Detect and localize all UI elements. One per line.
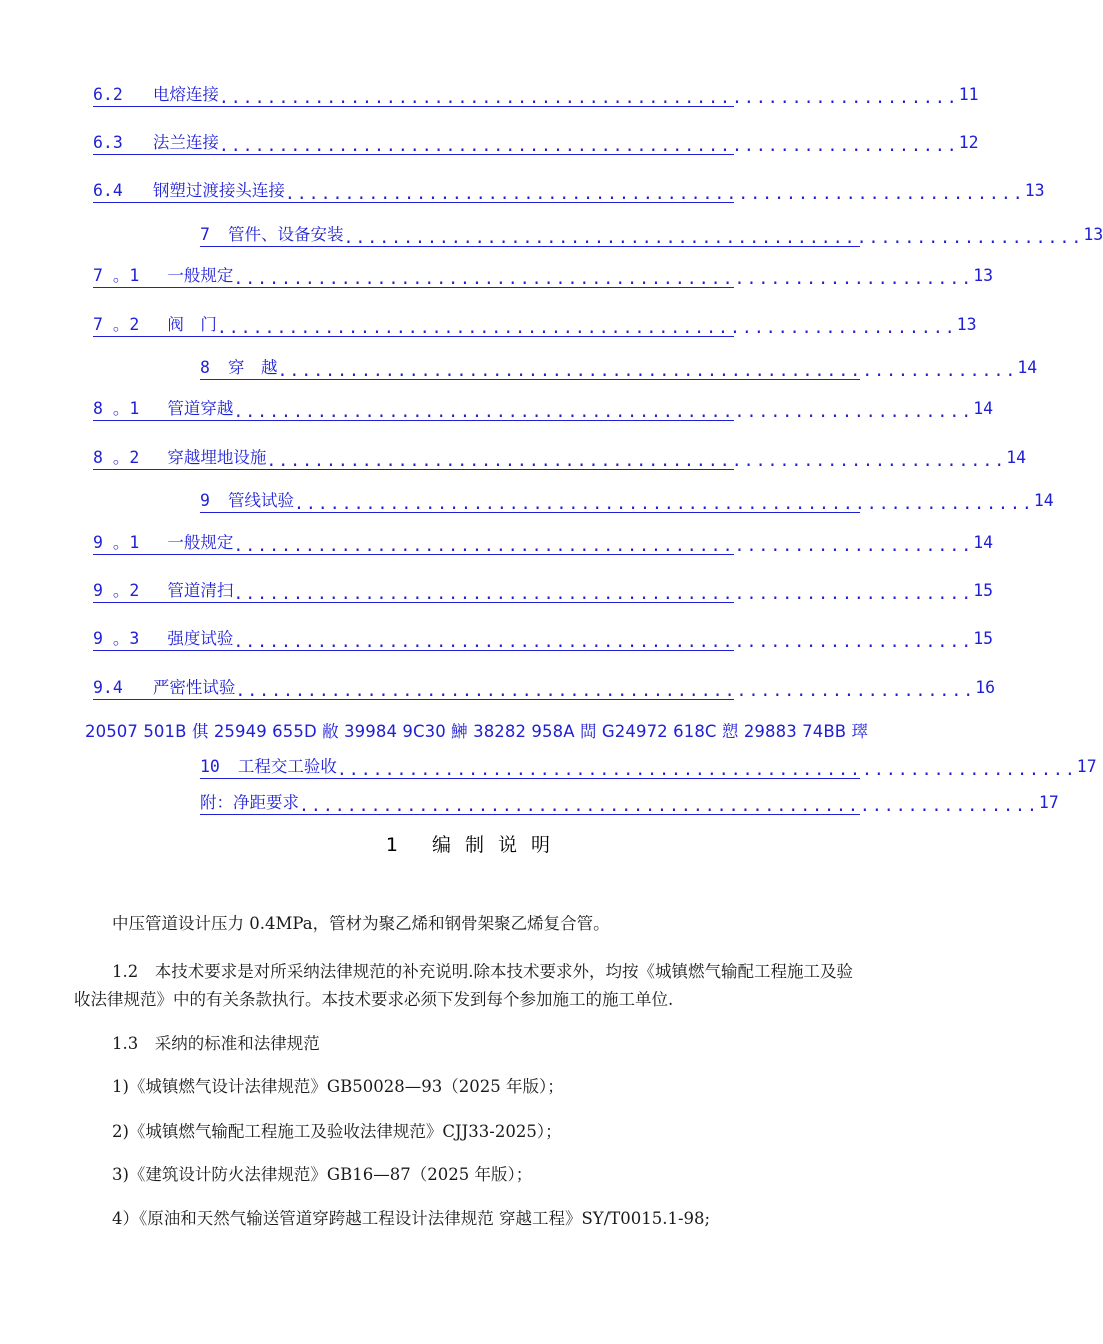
toc-title: 附：净距要求 <box>200 793 299 812</box>
toc-title: 阀 门 <box>167 315 217 334</box>
toc-entry-7-1[interactable] <box>93 265 994 288</box>
toc-number: 7 <box>200 225 210 244</box>
toc-title: 管道穿越 <box>167 399 234 418</box>
standard-item-2: 2)《城镇燃气输配工程施工及验收法律规范》CJJ33-2025）； <box>112 1122 562 1141</box>
toc-number: 9 。1 <box>93 533 140 552</box>
standard-item-4: 4）《原油和天然气输送管道穿跨越工程设计法律规范 穿越工程》SY/T0015.1-98; <box>112 1209 711 1228</box>
toc-number: 8 。1 <box>93 399 140 418</box>
toc-entry-10[interactable] <box>200 756 1097 779</box>
toc-leader: .............................................................. <box>284 184 1025 203</box>
toc-page-number: 11 <box>958 85 979 104</box>
toc-page-number: 12 <box>958 133 979 152</box>
toc-leader: .............................................................. <box>343 228 1084 247</box>
section-heading: 1 编制说明 <box>385 834 565 856</box>
toc-entry-8[interactable] <box>200 357 1038 380</box>
toc-entry-7[interactable] <box>200 224 1103 247</box>
toc-page-number: 13 <box>1024 181 1045 200</box>
toc-page-number: 15 <box>973 581 994 600</box>
toc-title: 一般规定 <box>167 533 234 552</box>
toc-page-number: 13 <box>1083 225 1103 244</box>
toc-number: 8 。2 <box>93 448 140 467</box>
toc-number: 7 。2 <box>93 315 140 334</box>
toc-leader: .............................................................. <box>233 269 974 288</box>
toc-page-number: 17 <box>1076 757 1097 776</box>
toc-leader: .............................................................. <box>293 494 1034 513</box>
toc-title: 严密性试验 <box>152 678 236 697</box>
toc-title: 管件、设备安装 <box>227 225 344 244</box>
toc-leader: .............................................................. <box>233 632 974 651</box>
toc-leader: .............................................................. <box>218 136 959 155</box>
toc-leader: .............................................................. <box>233 584 974 603</box>
toc-number: 10 <box>200 757 220 776</box>
toc-entry-9-3[interactable] <box>93 628 994 651</box>
toc-entry-6-4[interactable] <box>93 180 1045 203</box>
toc-page-number: 16 <box>975 678 996 697</box>
toc-entry-6-3[interactable] <box>93 132 979 155</box>
toc-leader: .............................................................. <box>235 681 976 700</box>
toc-title: 钢塑过渡接头连接 <box>152 181 285 200</box>
toc-entry-9[interactable] <box>200 490 1054 513</box>
toc-entry-9-4[interactable] <box>93 677 996 700</box>
toc-page-number: 13 <box>956 315 977 334</box>
toc-number: 8 <box>200 358 210 377</box>
toc-title: 管线试验 <box>227 491 294 510</box>
toc-entry-6-2[interactable] <box>93 84 979 107</box>
toc-title: 电熔连接 <box>152 85 219 104</box>
toc-entry-9-2[interactable] <box>93 580 994 603</box>
toc-leader: .............................................................. <box>266 451 1007 470</box>
toc-number: 6.2 <box>93 85 123 104</box>
toc-entry-8-2[interactable] <box>93 447 1027 470</box>
toc-leader: .............................................................. <box>216 318 957 337</box>
toc-number: 9 。3 <box>93 629 140 648</box>
toc-number: 9 。2 <box>93 581 140 600</box>
toc-page-number: 14 <box>1033 491 1054 510</box>
toc-title: 工程交工验收 <box>237 757 337 776</box>
toc-leader: .............................................................. <box>336 760 1077 779</box>
toc-page-number: 14 <box>1006 448 1027 467</box>
paragraph-1-2: 1.2 本技术要求是对所采纳法律规范的补充说明.除本技术要求外，均按《城镇燃气输配工程施工及验收法律规范》中的有关条款执行。本技术要求必须下发到每个参加施工的施工单位. <box>74 962 853 1009</box>
toc-page-number: 14 <box>973 533 994 552</box>
toc-title: 一般规定 <box>167 266 234 285</box>
toc-number: 6.4 <box>93 181 123 200</box>
toc-page-number: 14 <box>973 399 994 418</box>
paragraph-1-3: 1.3 采纳的标准和法律规范 <box>112 1034 320 1053</box>
toc-number: 9 <box>200 491 210 510</box>
toc-page-number: 14 <box>1017 358 1038 377</box>
toc-title: 穿 越 <box>227 358 278 377</box>
standard-item-3: 3)《建筑设计防火法律规范》GB16—87（2025 年版）； <box>112 1165 533 1184</box>
toc-page-number: 13 <box>973 266 994 285</box>
toc-entry-appendix[interactable] <box>200 792 1059 815</box>
toc-title: 法兰连接 <box>152 133 219 152</box>
toc-entry-9-1[interactable] <box>93 532 994 555</box>
toc-entry-7-2[interactable] <box>93 314 977 337</box>
toc-leader: .............................................................. <box>218 88 959 107</box>
toc-page-number: 17 <box>1038 793 1059 812</box>
garbled-text-line: 20507 501B 倛 25949 655D 敝 39984 9C30 鰰 38282 958A 閊 G24972 618C 愬 29883 74BB 璻 <box>85 722 869 741</box>
toc-title: 强度试验 <box>167 629 234 648</box>
toc-page-number: 15 <box>973 629 994 648</box>
toc-number: 9.4 <box>93 678 123 697</box>
toc-number: 7 。1 <box>93 266 140 285</box>
toc-title: 管道清扫 <box>167 581 234 600</box>
standard-item-1: 1)《城镇燃气设计法律规范》GB50028—93（2025 年版）； <box>112 1077 564 1096</box>
toc-leader: .............................................................. <box>233 536 974 555</box>
toc-leader: .............................................................. <box>233 402 974 421</box>
toc-title: 穿越埋地设施 <box>167 448 267 467</box>
toc-entry-8-1[interactable] <box>93 398 994 421</box>
toc-leader: .............................................................. <box>277 361 1018 380</box>
toc-leader: .............................................................. <box>299 796 1039 815</box>
paragraph-pressure: 中压管道设计压力 0.4MPa，管材为聚乙烯和钢骨架聚乙烯复合管。 <box>112 914 610 933</box>
toc-number: 6.3 <box>93 133 123 152</box>
